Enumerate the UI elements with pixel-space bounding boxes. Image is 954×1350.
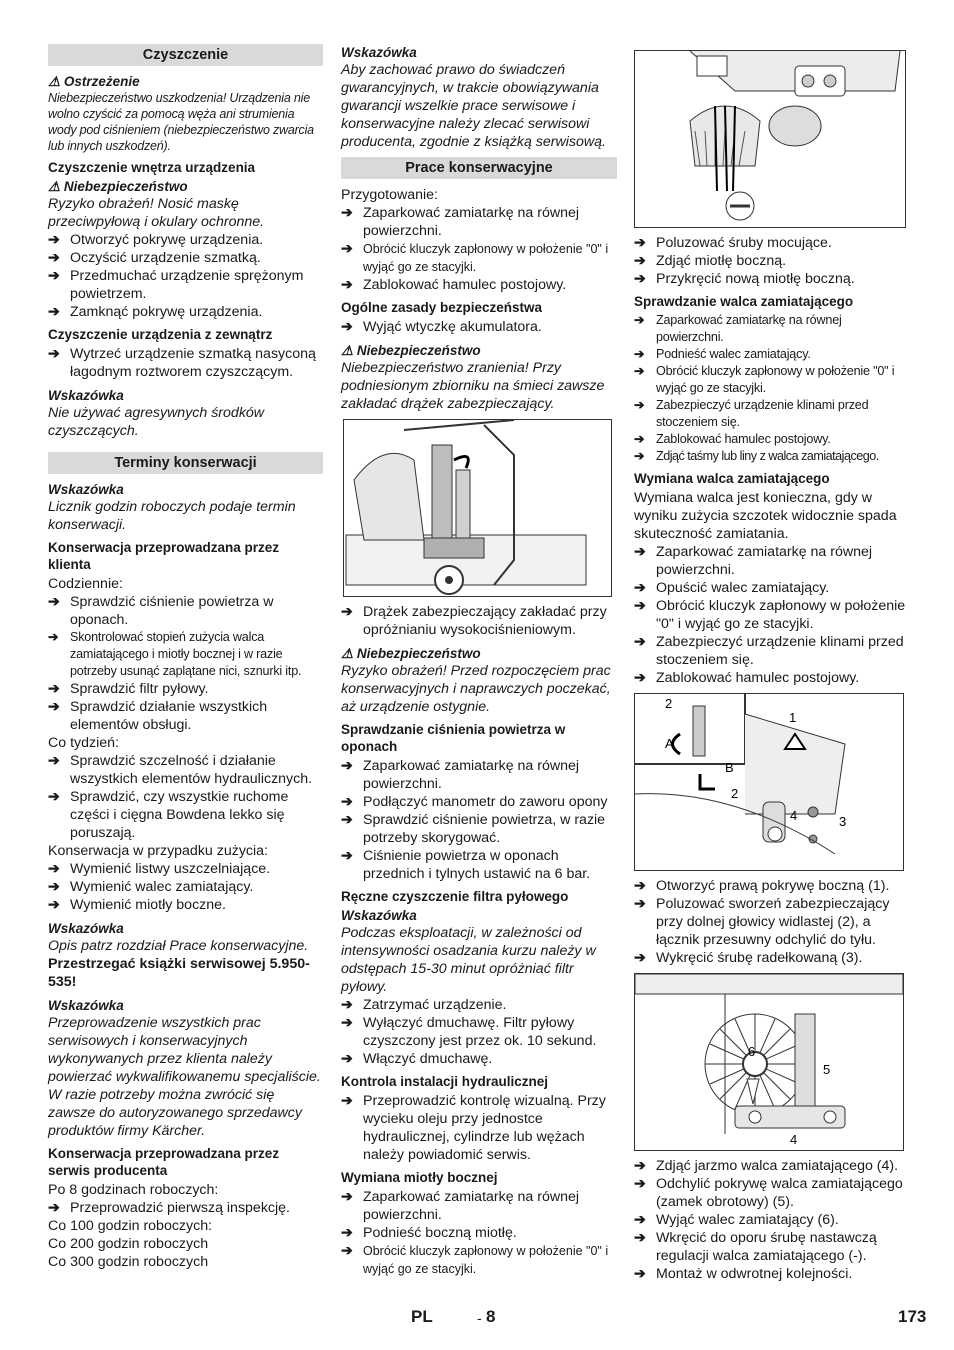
list-item: ➔ Opuścić walec zamiatający. — [634, 580, 830, 596]
list-item: ➔ Skontrolować stopień zużycia walca zamiatającego i miotły bocznej i w razie potrzeby usunąć zaplątane nici, sznurki itp. — [48, 630, 302, 678]
list-item: ➔ Zaparkować zamiatarkę na równej powierzchni. — [634, 544, 873, 578]
list-item: ➔ Zdjąć taśmy lub liny z walca zamiatającego. — [634, 449, 879, 463]
list-item: ➔ Sprawdzić szczelność i działanie wszystkich elementów hydraulicznych. — [48, 753, 313, 787]
list-item: ➔ Wymienić listwy uszczelniające. — [48, 861, 271, 877]
list-item: ➔ Zaparkować zamiatarkę na równej powierzchni. — [341, 1189, 580, 1223]
list-item: ➔ Poluzować śruby mocujące. — [634, 235, 832, 251]
list-item: ➔ Podnieść walec zamiatający. — [634, 347, 811, 361]
column-middle — [341, 44, 617, 1278]
list-item: ➔ Zabezpieczyć urządzenie klinami przed stoczeniem się. — [634, 398, 869, 429]
interior-title: Czyszczenie wnętrza urządzenia — [48, 160, 256, 175]
after-8h-label: Po 8 godzinach roboczych: — [48, 1182, 219, 1198]
note-text: Nie używać agresywnych środków czyszczących. — [48, 405, 265, 439]
note-title: Wskazówka — [48, 388, 124, 403]
fig-label: A — [665, 736, 674, 751]
list-item: ➔ Wymienić walec zamiatający. — [48, 879, 254, 895]
note-text: Licznik godzin roboczych podaje termin konserwacji. — [48, 499, 296, 533]
daily-label: Codziennie: — [48, 576, 123, 592]
list-item: ➔ Wyjąć walec zamiatający (6). — [634, 1212, 839, 1228]
list-item: ➔ Wkręcić do oporu śrubę nastawczą regulacji walca zamiatającego (-). — [634, 1230, 877, 1264]
figure-roller-cover — [634, 693, 904, 871]
roller-change-title: Wymiana walca zamiatającego — [634, 471, 830, 486]
fig-label: 5 — [823, 1062, 831, 1077]
list-item: ➔ Ciśnienie powietrza w oponach przednich i tylnych ustawić na 6 bar. — [341, 848, 591, 882]
note-title: Wskazówka — [48, 998, 124, 1013]
list-item: ➔ Sprawdzić filtr pyłowy. — [48, 681, 209, 697]
list-item: ➔ Wykręcić śrubę radełkowaną (3). — [634, 950, 863, 966]
client-title: Konserwacja przeprowadzana przez klienta — [48, 540, 280, 572]
every-200h-label: Co 200 godzin roboczych — [48, 1236, 209, 1252]
list-item: ➔ Podłączyć manometr do zaworu opony — [341, 794, 608, 810]
list-item: ➔ Zdjąć jarzmo walca zamiatającego (4). — [634, 1158, 899, 1174]
service-book-note: Przestrzegać książki serwisowej 5.950-535! — [48, 956, 310, 990]
fig-label: B — [725, 760, 734, 775]
fig-label: 1 — [789, 710, 797, 725]
column-left — [48, 44, 323, 1271]
roller-check-title: Sprawdzanie walca zamiatającego — [634, 294, 854, 309]
list-item: ➔ Zatrzymać urządzenie. — [341, 997, 507, 1013]
list-item: ➔ Zaparkować zamiatarkę na równej powierzchni. — [634, 313, 842, 344]
weekly-label: Co tydzień: — [48, 735, 119, 751]
list-item: ➔ Przeprowadzić kontrolę wizualną. Przy wycieku oleju przy jednostce hydraulicznej, cylindrze lub wężach należy powiadomić serwis. — [341, 1093, 606, 1163]
list-item: ➔ Wyłączyć dmuchawę. Filtr pyłowy czyszczony jest przez ok. 10 sekund. — [341, 1015, 597, 1049]
note-title: Wskazówka — [48, 482, 124, 497]
section-heading-terms: Terminy konserwacji — [48, 452, 323, 474]
footer-local-page: 8 — [486, 1307, 496, 1326]
list-item: ➔ Odchylić pokrywę walca zamiatającego (zamek obrotowy) (5). — [634, 1176, 903, 1210]
note-title: Wskazówka — [341, 908, 417, 923]
list-item: ➔ Sprawdzić ciśnienie powietrza w oponach. — [48, 594, 274, 628]
list-item: ➔ Wytrzeć urządzenie szmatką nasyconą łagodnym roztworem czyszczącym. — [48, 346, 316, 380]
list-item: ➔ Otworzyć pokrywę urządzenia. — [48, 232, 264, 248]
exterior-title: Czyszczenie urządzenia z zewnątrz — [48, 327, 273, 342]
list-item: ➔ Przedmuchać urządzenie sprężonym powietrzem. — [48, 268, 304, 302]
list-item: ➔ Sprawdzić, czy wszystkie ruchome części i cięgna Bowdena lekko się poruszają. — [48, 789, 289, 841]
figure-roller-removal — [634, 973, 904, 1151]
note-text: Przeprowadzenie wszystkich prac serwisowych i konserwacyjnych wykonywanych przez klienta należy powierzać wykwalifikowanemu specjaliście. W razie potrzeby można zwrócić się zawsze do autoryzowanego sprzedawcy produktów firmy Kärcher. — [48, 1015, 321, 1139]
danger-title: ⚠ Niebezpieczeństwo — [341, 343, 481, 358]
list-item: ➔ Włączyć dmuchawę. — [341, 1051, 493, 1067]
warning-icon: ⚠ — [341, 646, 354, 661]
list-item: ➔ Zablokować hamulec postojowy. — [341, 277, 567, 293]
note-title: Wskazówka — [341, 45, 417, 60]
list-item: ➔ Drążek zabezpieczający zakładać przy opróżnianiu wysokociśnieniowym. — [341, 604, 607, 638]
list-item: ➔ Zablokować hamulec postojowy. — [634, 670, 860, 686]
column-right — [634, 50, 906, 1283]
list-item: ➔ Poluzować sworzeń zabezpieczający przy dolnej głowicy widlastej (2), a łącznik przesuwny odchylić do tyłu. — [634, 896, 890, 948]
list-item: ➔ Zamknąć pokrywę urządzenia. — [48, 304, 263, 320]
list-item: ➔ Oczyścić urządzenie szmatką. — [48, 250, 261, 266]
fig-label: 4 — [790, 808, 798, 823]
safety-title: Ogólne zasady bezpieczeństwa — [341, 300, 543, 315]
hydraulic-title: Kontrola instalacji hydraulicznej — [341, 1074, 549, 1089]
danger-title: ⚠ Niebezpieczeństwo — [48, 179, 188, 194]
note-text: Podczas eksploatacji, w zależności od intensywności osadzania kurzu należy w odstępach 15-30 minut opróżniać filtr pyłowy. — [341, 925, 596, 995]
list-item: ➔ Otworzyć prawą pokrywę boczną (1). — [634, 878, 890, 894]
list-item: ➔ Zaparkować zamiatarkę na równej powierzchni. — [341, 758, 580, 792]
danger-title: ⚠ Niebezpieczeństwo — [341, 646, 481, 661]
warning-title: ⚠ Ostrzeżenie — [48, 74, 140, 89]
list-item: ➔ Zdjąć miotłę boczną. — [634, 253, 787, 269]
fig-label: 4 — [790, 1132, 798, 1147]
warning-text: Niebezpieczeństwo uszkodzenia! Urządzenia nie wolno czyścić za pomocą węża ani strumienia wody pod ciśnieniem (niebezpieczeństwo zwarcia lub innych uszkodzeń). — [48, 91, 314, 153]
list-item: ➔ Sprawdzić działanie wszystkich elementów obsługi. — [48, 699, 268, 733]
page-number: 173 — [898, 1307, 927, 1326]
fig-label: 3 — [839, 814, 847, 829]
list-item: ➔ Obrócić kluczyk zapłonowy w położenie "0" i wyjąć go ze stacyjki. — [341, 1243, 609, 1276]
list-item: ➔ Sprawdzić ciśnienie powietrza, w razie potrzeby skorygować. — [341, 812, 606, 846]
filter-title: Ręczne czyszczenie filtra pyłowego — [341, 889, 569, 904]
list-item: ➔ Zablokować hamulec postojowy. — [634, 432, 831, 446]
list-item: ➔ Obrócić kluczyk zapłonowy w położenie "0" i wyjąć go ze stacyjki. — [341, 241, 609, 274]
figure-side-broom — [634, 50, 906, 228]
list-item: ➔ Montaż w odwrotnej kolejności. — [634, 1266, 853, 1282]
footer-separator: - — [477, 1310, 482, 1326]
warning-icon: ⚠ — [48, 74, 61, 89]
footer-language: PL — [411, 1307, 433, 1326]
list-item: ➔ Przykręcić nową miotłę boczną. — [634, 271, 855, 287]
list-item: ➔ Zaparkować zamiatarkę na równej powierzchni. — [341, 205, 580, 239]
fig-label: 2 — [665, 696, 673, 711]
roller-change-text: Wymiana walca jest konieczna, gdy w wyniku zużycia szczotek widocznie spada skuteczność zamiatania. — [634, 490, 897, 542]
list-item: ➔ Obrócić kluczyk zapłonowy w położenie "0" i wyjąć go ze stacyjki. — [634, 598, 906, 632]
note-text: Aby zachować prawo do świadczeń gwarancyjnych, w trakcie obowiązywania gwarancji wszelkie prace serwisowe i konserwacyjne należy zlecać serwisowi producenta, zgodnie z książką serwisową. — [341, 62, 606, 150]
warning-icon: ⚠ — [48, 179, 61, 194]
note-text: Opis patrz rozdział Prace konserwacyjne. — [48, 938, 309, 954]
section-heading-cleaning: Czyszczenie — [48, 44, 323, 66]
prep-label: Przygotowanie: — [341, 187, 438, 203]
figure-safety-bar — [343, 419, 612, 597]
danger-text: Ryzyko obrażeń! Przed rozpoczęciem prac konserwacyjnych i naprawczych poczekać, aż urządzenie ostygnie. — [341, 663, 611, 715]
every-100h-label: Co 100 godzin roboczych: — [48, 1218, 213, 1234]
list-item: ➔ Podnieść boczną miotłę. — [341, 1225, 517, 1241]
every-300h-label: Co 300 godzin roboczych — [48, 1254, 209, 1270]
note-title: Wskazówka — [48, 921, 124, 936]
list-item: ➔ Zabezpieczyć urządzenie klinami przed stoczeniem się. — [634, 634, 904, 668]
list-item: ➔ Wymienić miotły boczne. — [48, 897, 226, 913]
list-item: ➔ Obrócić kluczyk zapłonowy w położenie "0" i wyjąć go ze stacyjki. — [634, 364, 895, 395]
broom-title: Wymiana miotły bocznej — [341, 1170, 498, 1185]
list-item: ➔ Wyjąć wtyczkę akumulatora. — [341, 319, 542, 335]
danger-text: Ryzyko obrażeń! Nosić maskę przeciwpyłową i okulary ochronne. — [48, 196, 265, 230]
section-heading-maintenance: Prace konserwacyjne — [341, 157, 617, 179]
wear-label: Konserwacja w przypadku zużycia: — [48, 843, 269, 859]
warning-icon: ⚠ — [341, 343, 354, 358]
service-title: Konserwacja przeprowadzana przez serwis producenta — [48, 1146, 280, 1178]
fig-label: 2 — [731, 786, 739, 801]
list-item: ➔ Przeprowadzić pierwszą inspekcję. — [48, 1200, 290, 1216]
danger-text: Niebezpieczeństwo zranienia! Przy podniesionym zbiorniku na śmieci zawsze zakładać drążek zabezpieczający. — [341, 360, 605, 412]
tyre-title: Sprawdzanie ciśnienia powietrza w oponach — [341, 722, 566, 754]
fig-label: 6 — [748, 1044, 756, 1059]
